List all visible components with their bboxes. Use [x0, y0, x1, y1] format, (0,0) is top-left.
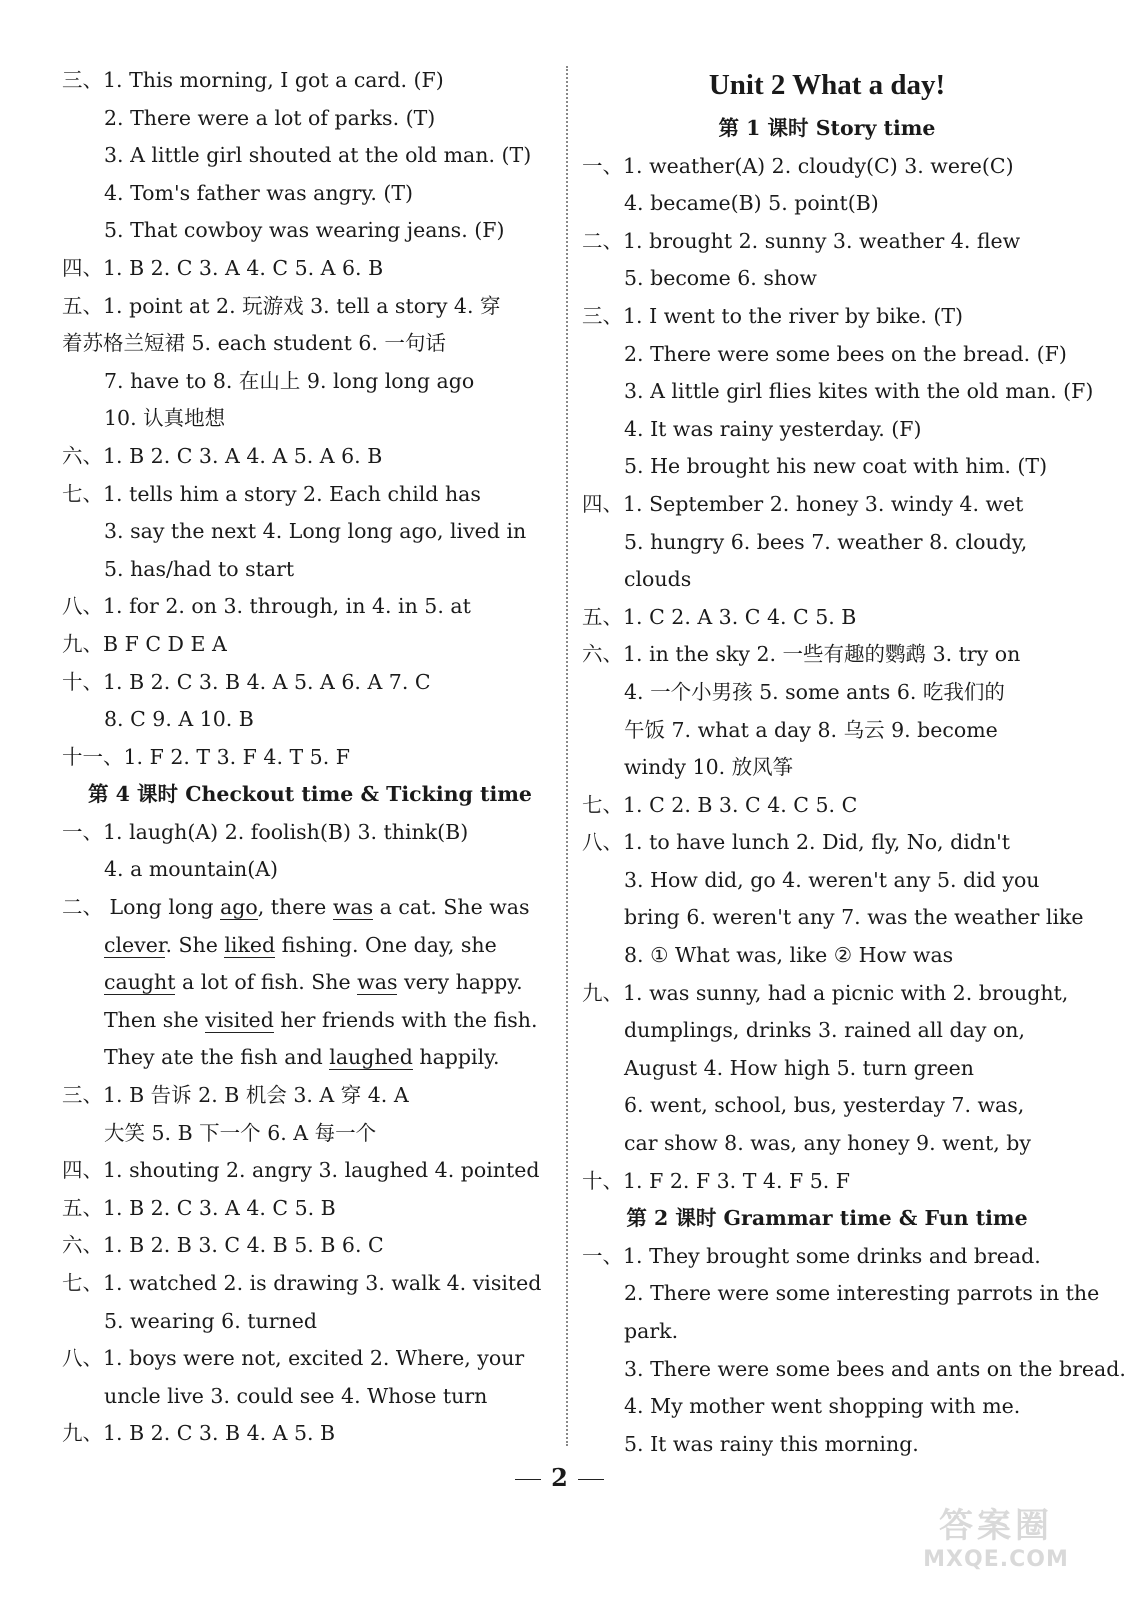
- answer-line: 一、1. weather(A) 2. cloudy(C) 3. were(C): [582, 153, 1014, 178]
- answer-line: They ate the fish and laughed happily.: [104, 1045, 500, 1070]
- answer-line: 7. have to 8. 在山上 9. long long ago: [104, 368, 475, 393]
- section-heading: 第 4 课时 Checkout time & Ticking time: [88, 782, 532, 807]
- answer-line: 四、1. B 2. C 3. A 4. C 5. A 6. B: [62, 255, 384, 280]
- answer-line: 五、1. point at 2. 玩游戏 3. tell a story 4. 穿: [62, 293, 501, 318]
- answer-line: 七、1. C 2. B 3. C 4. C 5. C: [582, 792, 858, 817]
- answer-line: 一、1. They brought some drinks and bread.: [582, 1243, 1041, 1268]
- page-number-text: 2: [551, 1463, 568, 1492]
- answer-line: 五、1. B 2. C 3. A 4. C 5. B: [62, 1195, 336, 1220]
- answer-line: 五、1. C 2. A 3. C 4. C 5. B: [582, 604, 857, 629]
- answer-line: 5. That cowboy was wearing jeans. (F): [104, 218, 505, 243]
- answer-line: 八、1. to have lunch 2. Did, fly, No, didn't: [582, 830, 1010, 855]
- answer-line: clouds: [624, 567, 692, 592]
- answer-line: 2. There were some interesting parrots in the: [624, 1281, 1100, 1306]
- answer-line: 8. C 9. A 10. B: [104, 707, 254, 732]
- answer-line: caught a lot of fish. She was very happy.: [104, 970, 523, 995]
- cloze-answer: laughed: [329, 1045, 413, 1070]
- answer-line: 着苏格兰短裙 5. each student 6. 一句话: [62, 331, 446, 356]
- answer-line: 5. has/had to start: [104, 556, 295, 581]
- answer-line: 4. became(B) 5. point(B): [624, 191, 879, 216]
- answer-line: 七、1. watched 2. is drawing 3. walk 4. visited: [62, 1271, 542, 1295]
- watermark-text: 答案圈: [939, 1506, 1053, 1546]
- watermark-logo: [901, 1498, 1091, 1578]
- answer-line: 3. How did, go 4. weren't any 5. did you: [624, 867, 1040, 892]
- cloze-answer: liked: [224, 932, 276, 957]
- answer-line: 4. My mother went shopping with me.: [624, 1394, 1021, 1419]
- answer-line: 三、1. I went to the river by bike. (T): [582, 303, 964, 328]
- answer-line: 5. He brought his new coat with him. (T): [624, 454, 1048, 479]
- answer-line: 六、1. B 2. B 3. C 4. B 5. B 6. C: [62, 1233, 384, 1258]
- cloze-answer: caught: [104, 970, 176, 995]
- answer-line: bring 6. weren't any 7. was the weather like: [624, 905, 1084, 930]
- answer-line: 6. went, school, bus, yesterday 7. was,: [624, 1093, 1025, 1118]
- answer-line: windy 10. 放风筝: [624, 755, 794, 780]
- answer-line: 七、1. tells him a story 2. Each child has: [62, 481, 481, 506]
- answer-line: 3. There were some bees and ants on the bread.: [624, 1356, 1126, 1381]
- cloze-answer: was: [332, 895, 374, 920]
- answer-line: 3. A little girl shouted at the old man. (T): [104, 143, 532, 168]
- answer-line: 5. become 6. show: [624, 266, 817, 291]
- answer-line: 2. There were some bees on the bread. (F): [624, 341, 1067, 366]
- answer-line: 大笑 5. B 下一个 6. A 每一个: [104, 1120, 377, 1145]
- answer-line: 10. 认真地想: [104, 406, 226, 431]
- answer-line: 六、1. B 2. C 3. A 4. A 5. A 6. B: [62, 443, 383, 468]
- answer-line: 5. wearing 6. turned: [104, 1308, 317, 1333]
- watermark-url: MXQE.COM: [923, 1547, 1069, 1572]
- cloze-answer: was: [357, 970, 398, 995]
- page-number-dash-left: [515, 1479, 541, 1480]
- answer-line: 4. 一个小男孩 5. some ants 6. 吃我们的: [624, 679, 1005, 704]
- answer-line: car show 8. was, any honey 9. went, by: [624, 1131, 1031, 1156]
- answer-line: 4. It was rainy yesterday. (F): [624, 416, 922, 441]
- answer-line: 四、1. September 2. honey 3. windy 4. wet: [582, 491, 1024, 516]
- answer-line: dumplings, drinks 3. rained all day on,: [624, 1018, 1026, 1043]
- answer-line: 九、B F C D E A: [62, 631, 227, 656]
- section-heading: 第 2 课时 Grammar time & Fun time: [626, 1206, 1028, 1231]
- unit-title: Unit 2 What a day!: [708, 69, 946, 101]
- answer-line: clever. She liked fishing. One day, she: [104, 932, 497, 957]
- answer-line: 3. say the next 4. Long long ago, lived in: [104, 519, 527, 544]
- answer-line: 8. ① What was, like ② How was: [624, 943, 954, 968]
- left-column: [62, 62, 558, 1453]
- column-divider: [566, 66, 568, 1446]
- answer-line: 九、1. B 2. C 3. B 4. A 5. B: [62, 1421, 336, 1446]
- answer-line: 5. hungry 6. bees 7. weather 8. cloudy,: [624, 529, 1028, 554]
- answer-line: August 4. How high 5. turn green: [624, 1055, 974, 1080]
- section-heading: 第 1 课时 Story time: [718, 116, 936, 140]
- answer-line: 六、1. in the sky 2. 一些有趣的鹦鹉 3. try on: [582, 642, 1021, 667]
- cloze-answer: clever: [104, 932, 166, 957]
- answer-line: park.: [624, 1319, 679, 1343]
- answer-line: 三、1. This morning, I got a card. (F): [62, 68, 444, 92]
- right-column: [582, 62, 1126, 1463]
- answer-line: Then she visited her friends with the fish.: [104, 1007, 538, 1032]
- answer-line: uncle live 3. could see 4. Whose turn: [104, 1383, 488, 1408]
- answer-line: 八、1. for 2. on 3. through, in 4. in 5. at: [62, 594, 471, 619]
- cloze-answer: ago: [220, 895, 258, 920]
- answer-line: 三、1. B 告诉 2. B 机会 3. A 穿 4. A: [62, 1083, 409, 1108]
- answer-line: 2. There were a lot of parks. (T): [104, 105, 436, 130]
- answer-line: 午饭 7. what a day 8. 乌云 9. become: [624, 717, 998, 742]
- answer-line: 二、 Long long ago, there was a cat. She was: [62, 895, 530, 920]
- answer-line: 二、1. brought 2. sunny 3. weather 4. flew: [582, 228, 1021, 253]
- page-number-dash-right: [578, 1479, 604, 1480]
- answer-line: 九、1. was sunny, had a picnic with 2. brought,: [582, 980, 1069, 1005]
- answer-line: 4. a mountain(A): [104, 857, 279, 882]
- answer-line: 5. It was rainy this morning.: [624, 1431, 919, 1456]
- answer-line: 十、1. F 2. F 3. T 4. F 5. F: [582, 1168, 851, 1193]
- answer-line: 一、1. laugh(A) 2. foolish(B) 3. think(B): [62, 819, 469, 844]
- answer-line: 4. Tom's father was angry. (T): [104, 180, 414, 205]
- answer-line: 八、1. boys were not, excited 2. Where, your: [62, 1346, 525, 1371]
- page-number: [0, 1463, 1119, 1492]
- cloze-answer: visited: [205, 1007, 274, 1032]
- answer-line: 十、1. B 2. C 3. B 4. A 5. A 6. A 7. C: [62, 669, 431, 694]
- answer-line: 3. A little girl flies kites with the old man. (F): [624, 379, 1094, 404]
- answer-line: 四、1. shouting 2. angry 3. laughed 4. pointed: [62, 1158, 540, 1183]
- answer-line: 十一、1. F 2. T 3. F 4. T 5. F: [62, 744, 350, 769]
